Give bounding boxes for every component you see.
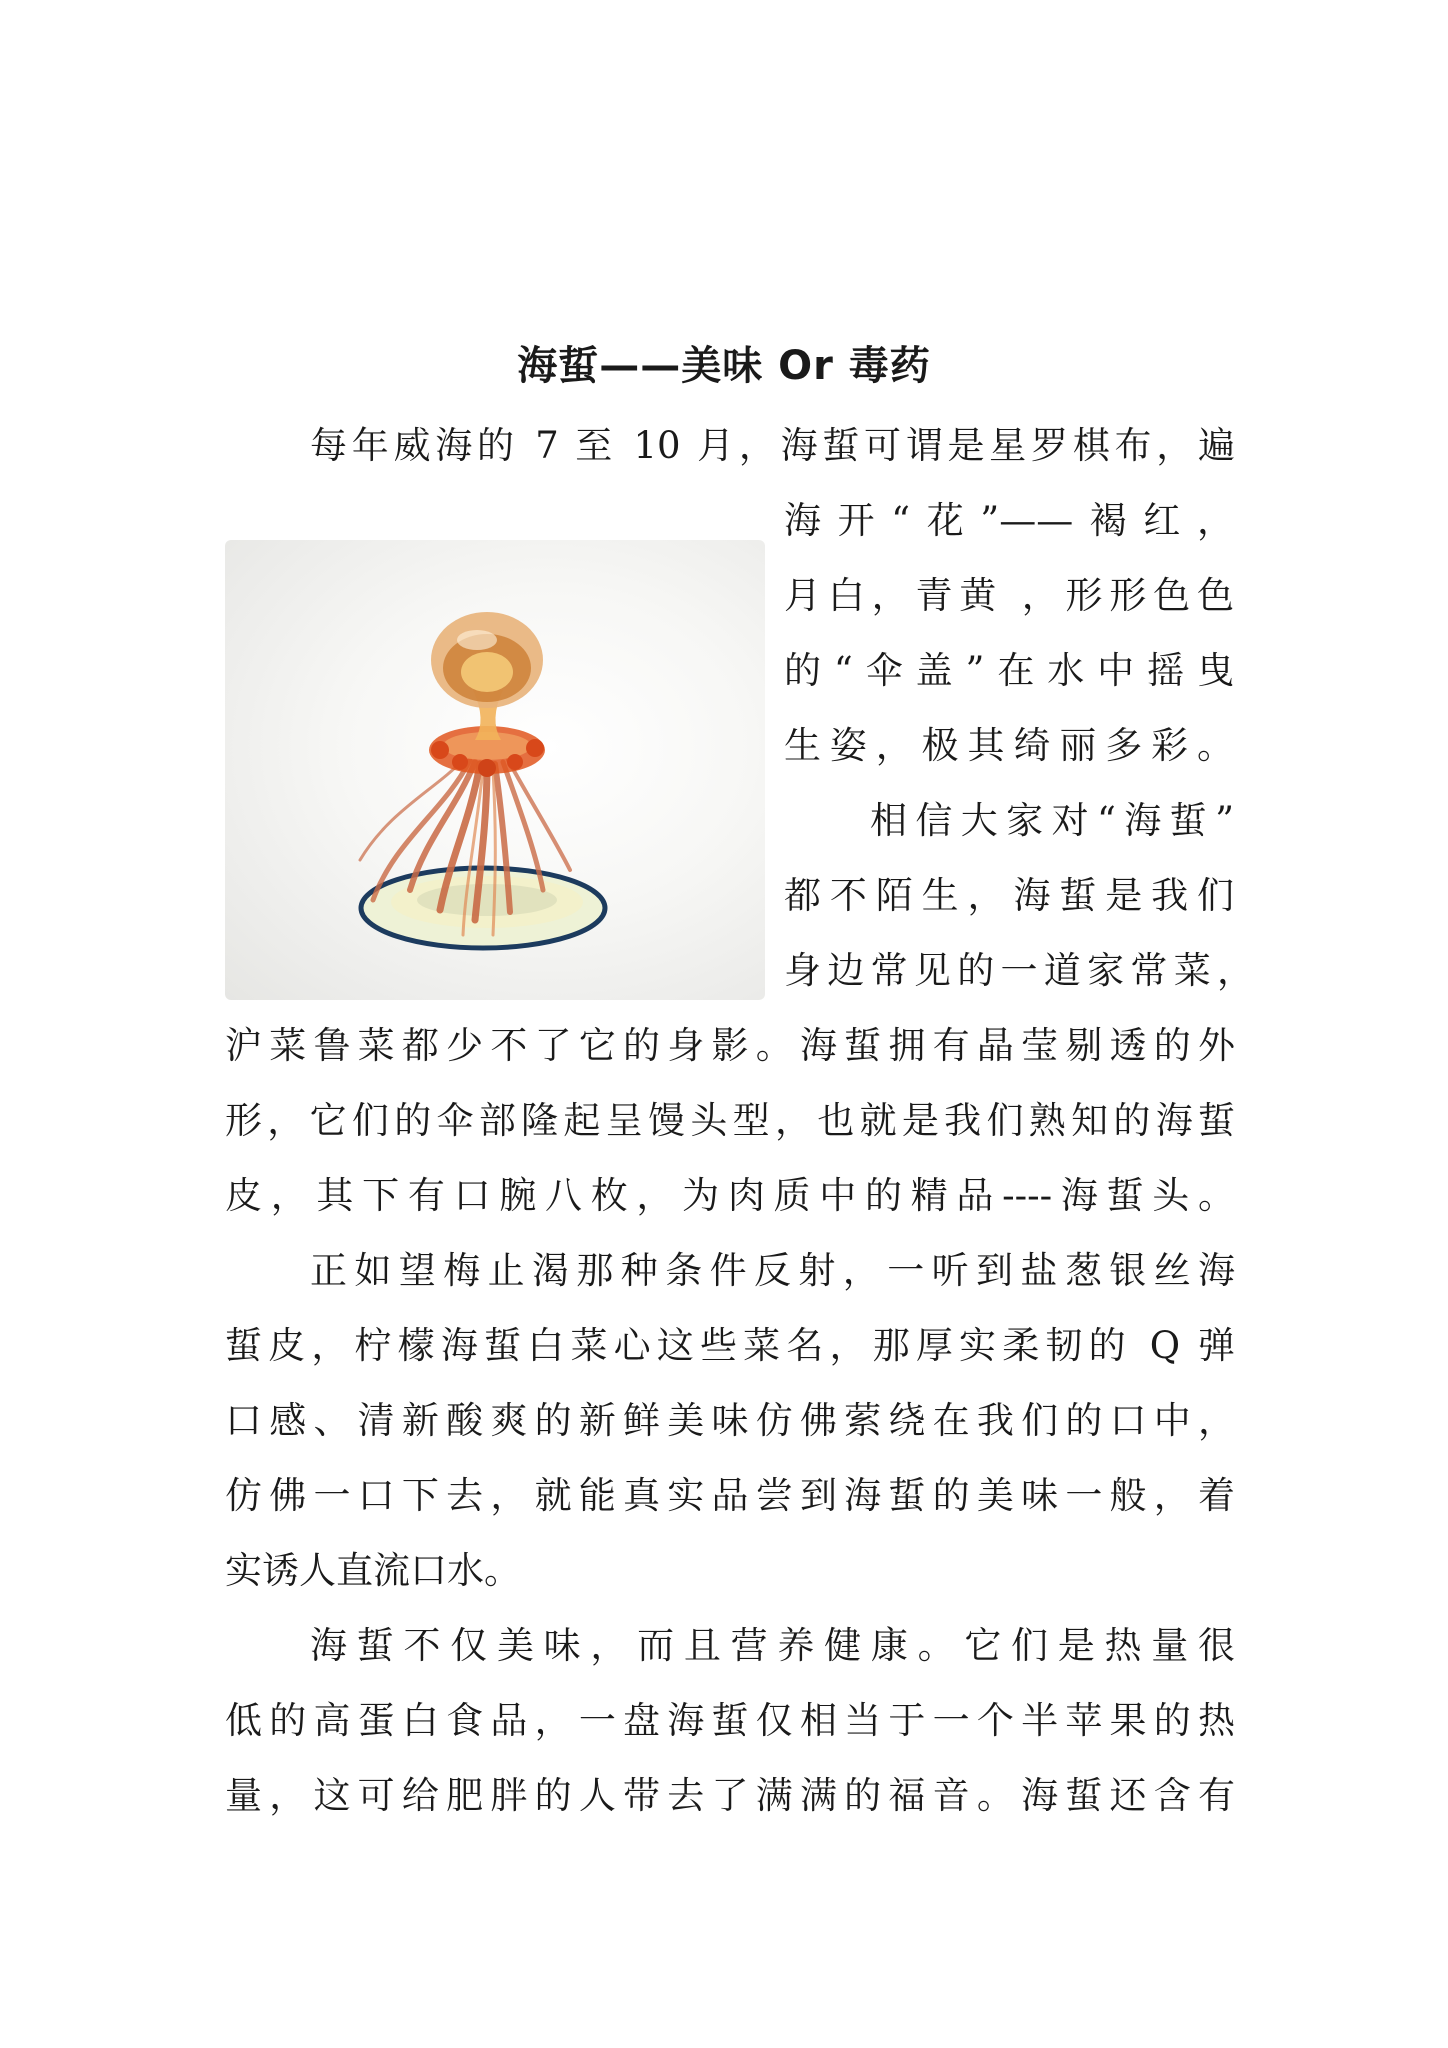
paragraph-2-line-6: 皮，其下有口腕八枚，为肉质中的精品----海蜇头。 [225, 1174, 1235, 1217]
jellyfish-on-plate-icon [225, 540, 765, 1000]
paragraph-4-line-1: 海蜇不仅美味，而且营养健康。它们是热量很 [310, 1624, 1235, 1667]
paragraph-4-line-2: 低的高蛋白食品，一盘海蜇仅相当于一个半苹果的热 [225, 1699, 1235, 1742]
paragraph-1-line-1: 每年威海的 7 至 10 月，海蜇可谓是星罗棋布，遍 [310, 424, 1235, 467]
paragraph-2-line-3: 身边常见的一道家常菜， [784, 949, 1254, 992]
paragraph-2-line-4: 沪菜鲁菜都少不了它的身影。海蜇拥有晶莹剔透的外 [225, 1024, 1235, 1067]
paragraph-3-line-1: 正如望梅止渴那种条件反射，一听到盐葱银丝海 [310, 1249, 1235, 1292]
paragraph-2-line-5: 形，它们的伞部隆起呈馒头型，也就是我们熟知的海蜇 [225, 1099, 1235, 1142]
paragraph-1-line-5: 生姿，极其绮丽多彩。 [784, 724, 1234, 767]
paragraph-3-line-3: 口感、清新酸爽的新鲜美味仿佛萦绕在我们的口中， [225, 1399, 1235, 1442]
paragraph-3-line-4: 仿佛一口下去，就能真实品尝到海蜇的美味一般，着 [225, 1474, 1235, 1517]
paragraph-1-line-4: 的“伞盖”在水中摇曳 [784, 649, 1234, 692]
page-title: 海蜇——美味 Or 毒药 [517, 343, 931, 389]
jellyfish-illustration [225, 540, 765, 1000]
paragraph-2-line-1: 相信大家对“海蜇” [870, 799, 1234, 842]
paragraph-1-line-2: 海开“花”——褐红， [784, 499, 1234, 542]
paragraph-2-line-2: 都不陌生，海蜇是我们 [784, 874, 1234, 917]
bell-shape [431, 612, 543, 708]
paragraph-3-line-5: 实诱人直流口水。 [225, 1549, 521, 1592]
paragraph-3-line-2: 蜇皮，柠檬海蜇白菜心这些菜名，那厚实柔韧的 Q 弹 [225, 1324, 1235, 1367]
paragraph-4-line-3: 量，这可给肥胖的人带去了满满的福音。海蜇还含有 [225, 1774, 1235, 1817]
paragraph-1-line-3: 月白，青黄 ，形形色色 [784, 574, 1234, 617]
